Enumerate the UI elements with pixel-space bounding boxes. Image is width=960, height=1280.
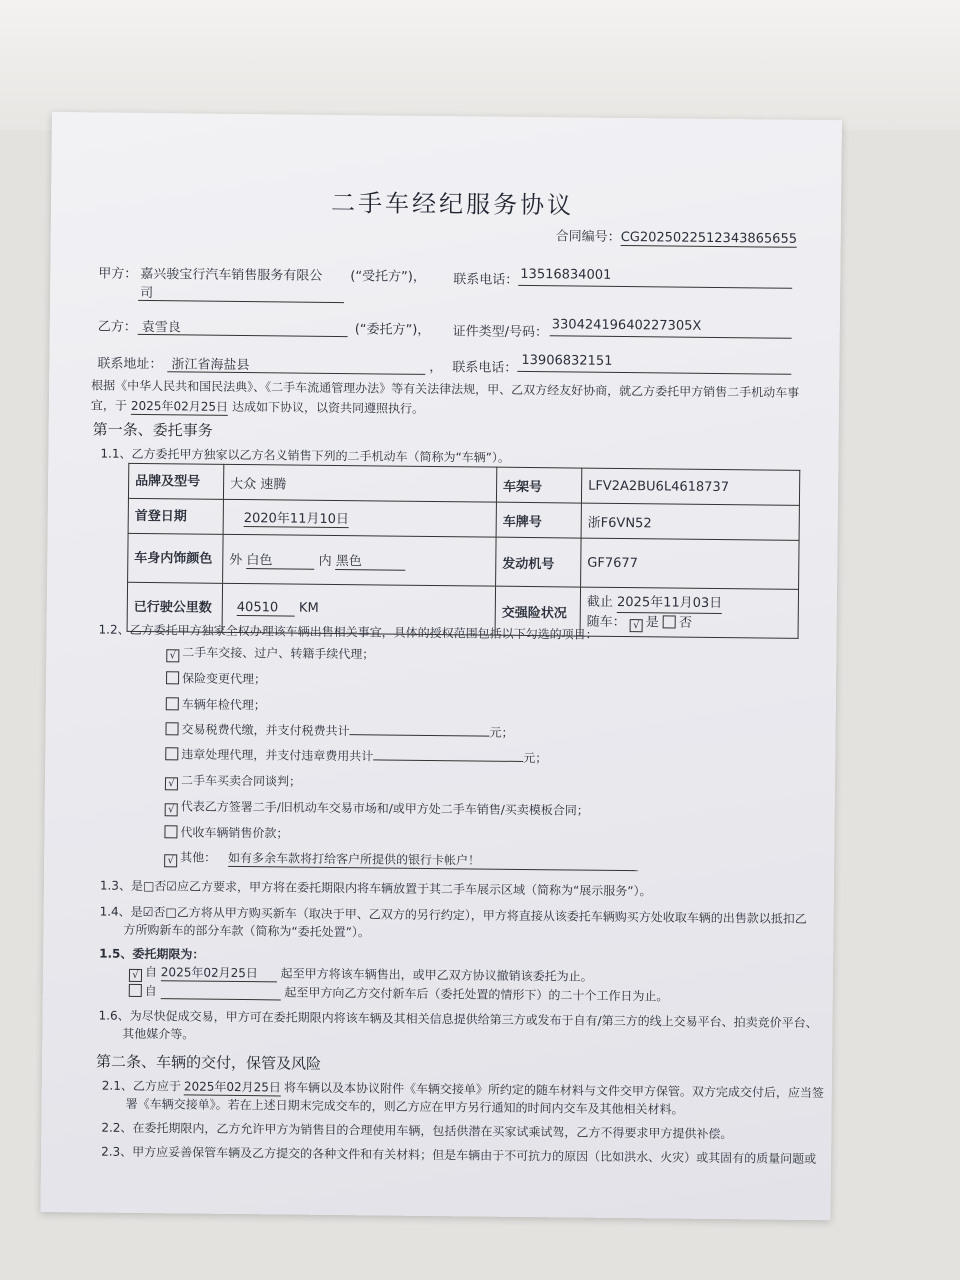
party-b-label: 乙方：	[97, 319, 137, 335]
engine-value: GF7677	[581, 538, 800, 589]
party-b-role: (“委托方”)，	[354, 322, 431, 338]
party-a-name-line1: 嘉兴骏宝行汽车销售服务有限公	[140, 266, 323, 284]
party-a-name-underline	[138, 300, 344, 303]
color-cell: 外 白色 内 黑色	[223, 534, 496, 586]
blank-field	[161, 984, 281, 1000]
background-surface	[0, 0, 960, 130]
mileage-unit: KM	[298, 600, 319, 616]
checkbox-checked-icon: √	[165, 777, 178, 790]
clause-2-1-line2: 署《车辆交接单》。若在上述日期末完成交车的，则乙方应在甲方另行通知的时间内交车及其他相关材料。	[125, 1096, 684, 1117]
reg-date-cell	[223, 499, 496, 537]
contract-number: 合同编号：CG2025022512343865655	[555, 229, 798, 247]
engine-label: 发动机号	[496, 537, 582, 587]
party-b-phone-label: 联系电话：	[452, 360, 518, 376]
party-b-name-underline	[138, 334, 348, 337]
party-b-address-underline	[167, 371, 425, 375]
checkbox-empty-icon	[129, 984, 142, 997]
clause-1-5-title: 1.5、委托期限为：	[99, 946, 205, 962]
option-item: √ 二手车交接、过户、转籍手续代理；	[166, 643, 374, 664]
preamble-line1: 根据《中华人民共和国民法典》、《二手车流通管理办法》等有关法律法规，甲、乙双方经友好协商，就乙方委托甲方销售二手机动车事	[91, 378, 800, 400]
option-item: 交易税费代缴，并支付税费共计 元；	[165, 720, 513, 741]
party-b-address-label: 联系地址：	[97, 356, 163, 373]
insurance-until: 2025年11月03日	[617, 592, 722, 613]
section-2-title: 第二条、车辆的交付，保管及风险	[95, 1052, 322, 1073]
section-1-title: 第一条、委托事务	[92, 420, 213, 440]
vin-value: LFV2A2BU6L4618737	[581, 468, 799, 505]
interior-color: 黑色	[336, 550, 406, 571]
party-b-name: 袁雪良	[141, 319, 181, 336]
party-b-phone: 13906832151	[521, 352, 613, 369]
insurance-label: 交强险状况	[495, 586, 581, 636]
party-b-id-label: 证件类型/号码：	[452, 324, 549, 341]
checkbox-checked-icon: √	[166, 649, 179, 662]
clause-2-1-line1: 2.1、乙方应于 2025年02月25日 将车辆以及本协议附件《车辆交接单》所约定的随车材料与文件交甲方保管。双方完成交付后，应当签	[101, 1078, 825, 1101]
exterior-color: 白色	[246, 549, 314, 570]
checkbox-empty-icon	[166, 671, 179, 684]
clause-1-1: 1.1、乙方委托甲方独家以乙方名义销售下列的二手机动车（简称为“车辆”）。	[100, 446, 511, 465]
checkbox-empty-icon	[663, 615, 676, 628]
option-item: √ 代表乙方签署二手/旧机动车交易市场和/或甲方处二手车销售/买卖模板合同；	[165, 797, 589, 820]
option-item: √ 其他： 如有多余车款将打给客户所提供的银行卡帐户！	[164, 848, 638, 872]
option-item: 保险变更代理；	[166, 669, 266, 687]
vehicle-info-table	[127, 463, 801, 639]
party-b-address: 浙江省海盐县	[171, 357, 250, 374]
option-item: 车辆年检代理；	[166, 695, 266, 713]
clause-2-3: 2.3、甲方应妥善保管车辆及乙方提交的各种文件和有关材料；但是车辆由于不可抗力的原因（比如洪水、火灾）或其固有的质量问题或	[101, 1144, 817, 1167]
mileage-label: 已行驶公里数	[127, 582, 223, 632]
party-a-name-line2: 司	[140, 285, 154, 302]
contract-page	[40, 112, 841, 1220]
insurance-cell: 截止 2025年11月03日 随车： √ 是 否	[580, 587, 799, 638]
option-item: 代收车辆销售价款；	[164, 823, 288, 841]
plate-label: 车牌号	[496, 502, 581, 538]
table-row	[128, 533, 799, 589]
clause-1-4-line2: 方所购新车的部分车款（简称为“委托处置”）。	[123, 922, 370, 940]
clause-1-5-line2: 自 起至甲方向乙方交付新车后（委托处置的情形下）的二十个工作日为止。	[129, 982, 669, 1005]
party-a-role: (“受托方”)，	[350, 269, 426, 285]
party-a-label: 甲方：	[98, 266, 138, 282]
preamble-line2: 宜，于 2025年02月25日 达成如下协议，以资共同遵照执行。	[90, 398, 425, 416]
option-item: 违章处理代理，并支付违章费用共计 元；	[165, 745, 547, 766]
reg-date-value: 2020年11月10日	[244, 507, 349, 528]
party-b-id-underline	[550, 335, 792, 339]
clause-1-5-line1: √ 自 2025年02月25日 起至甲方将该车辆售出，或甲乙双方协议撤销该委托为止。	[129, 963, 593, 987]
checkbox-checked-icon: √	[129, 969, 142, 982]
party-b-id: 33042419640227305X	[551, 317, 702, 334]
vin-label: 车架号	[496, 467, 581, 503]
comma: ，	[429, 359, 443, 376]
blank-field	[373, 759, 523, 762]
other-fill: 如有多余车款将打给客户所提供的银行卡帐户！	[228, 849, 638, 871]
party-a-phone-label: 联系电话：	[453, 272, 519, 288]
checkbox-checked-icon: √	[165, 803, 178, 816]
clause-1-2: 1.2、乙方委托甲方独家全权办理该车辆出售相关事宜，具体的授权范围包括以下勾选的项目：	[98, 622, 598, 642]
party-a-phone: 13516834001	[520, 266, 612, 283]
option-item: √ 二手车买卖合同谈判；	[165, 771, 301, 791]
clause-1-6-line1: 1.6、为尽快促成交易，甲方可在委托期限内将该车辆及其相关信息提供给第三方或发布于自有/第三方的线上交易平台、拍卖竞价平台、	[98, 1008, 818, 1031]
clause-1-4-line1: 1.4、是☑否□乙方将从甲方购买新车（取决于甲、乙双方的另行约定），甲方将直接从该委托车辆购买方处收取车辆的出售款以抵扣乙	[99, 904, 807, 926]
mileage-value: 40510	[237, 600, 295, 617]
party-a-phone-underline	[518, 285, 792, 289]
color-label: 车身内饰颜色	[128, 533, 224, 583]
blank-field	[350, 734, 490, 736]
brand-value: 大众 速腾	[223, 464, 496, 502]
checkbox-empty-icon	[166, 697, 179, 710]
checkbox-checked-icon: √	[164, 854, 177, 867]
clause-2-2: 2.2、在委托期限内，乙方允许甲方为销售目的合理使用车辆，包括供潜在买家试乘试驾，乙方不得要求甲方提供补偿。	[101, 1120, 733, 1142]
checkbox-empty-icon	[164, 825, 177, 838]
checkbox-empty-icon	[165, 747, 178, 760]
reg-date-label: 首登日期	[128, 498, 223, 534]
checkbox-empty-icon	[165, 722, 178, 735]
checkbox-checked-icon: √	[630, 619, 643, 632]
plate-value: 浙F6VN52	[581, 503, 799, 540]
term-start-date: 2025年02月25日	[161, 963, 277, 982]
party-b-phone-underline	[517, 371, 791, 375]
document-title: 二手车经纪服务协议	[330, 188, 575, 220]
brand-label: 品牌及型号	[128, 463, 223, 499]
clause-1-3: 1.3、是□否☑应乙方要求，甲方将在委托期限内将车辆放置于其二手车展示区域（简称为“展示服务”）。	[99, 878, 652, 899]
clause-1-6-line2: 其他媒介等。	[122, 1026, 195, 1042]
